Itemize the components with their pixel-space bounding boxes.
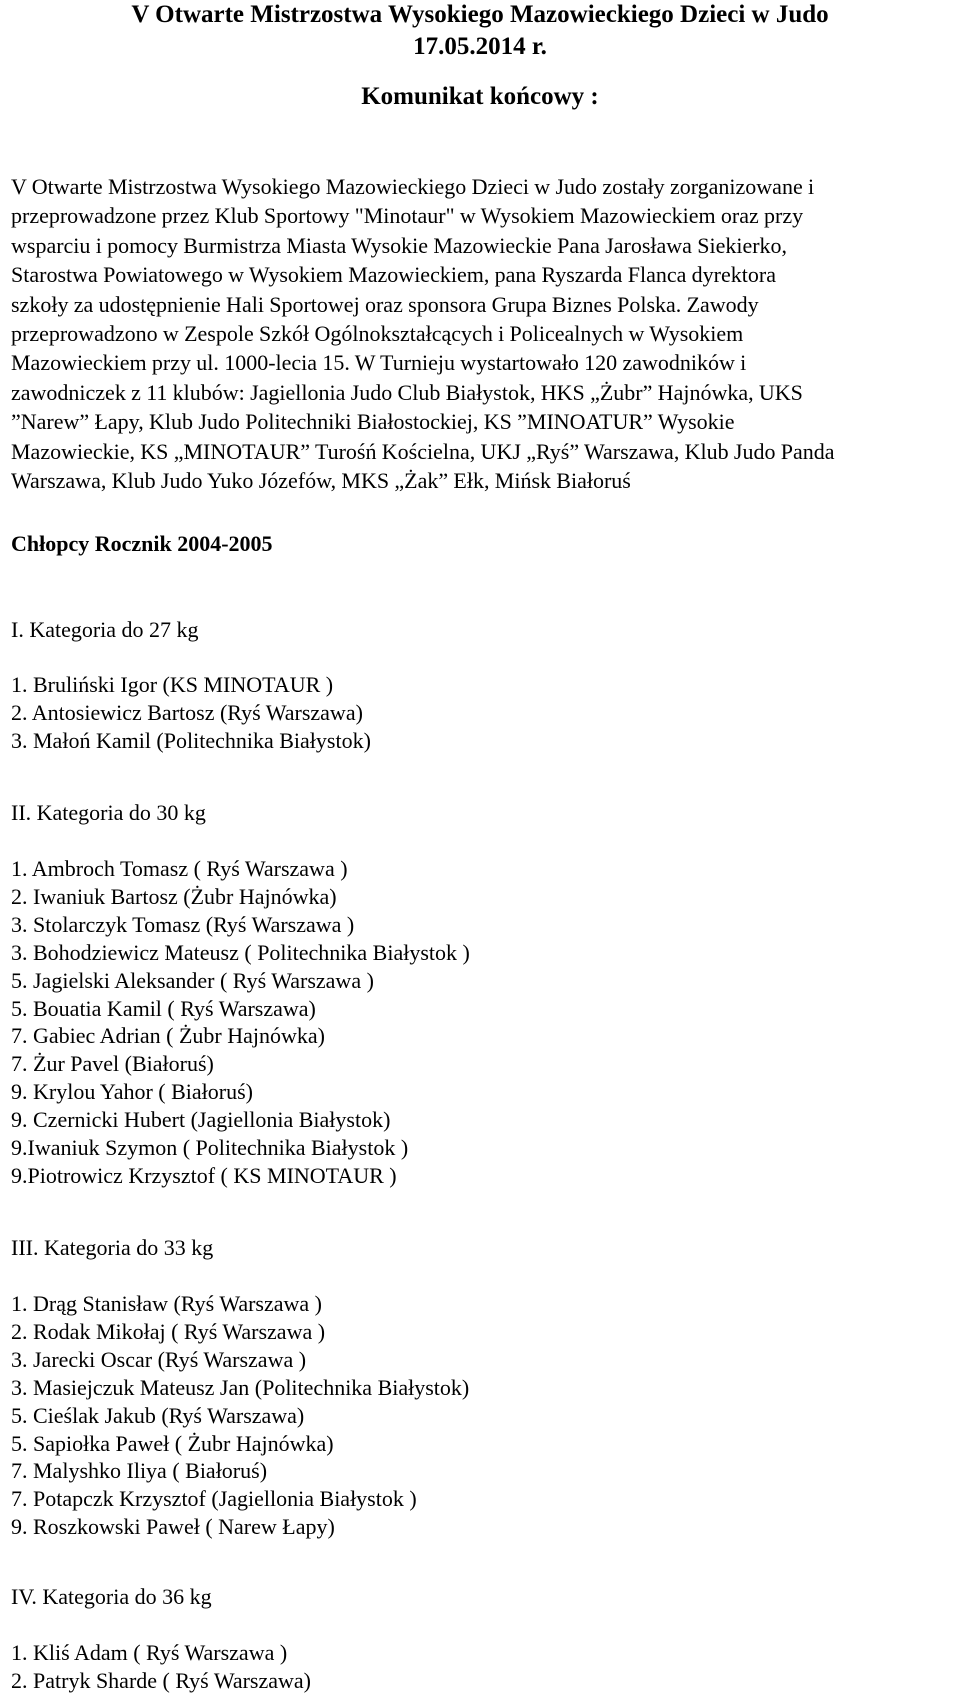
result-item: 9.Iwaniuk Szymon ( Politechnika Białystok ) — [11, 1135, 409, 1161]
results-list — [11, 671, 371, 755]
results-list — [11, 855, 470, 1190]
result-item: 2. Rodak Mikołaj ( Ryś Warszawa ) — [11, 1318, 326, 1344]
result-item: 9. Czernicki Hubert (Jagiellonia Białystok) — [11, 1107, 391, 1133]
result-item: 3. Masiejczuk Mateusz Jan (Politechnika Białystok) — [11, 1374, 470, 1400]
intro-line: przeprowadzone przez Klub Sportowy "Minotaur" w Wysokiem Mazowieckiem oraz przy — [11, 203, 804, 229]
category-block — [11, 1234, 469, 1541]
result-item: 3. Stolarczyk Tomasz (Ryś Warszawa ) — [11, 911, 355, 937]
intro-line: Warszawa, Klub Judo Yuko Józefów, MKS „Żak” Ełk, Mińsk Białoruś — [11, 468, 631, 494]
category-block — [11, 616, 371, 755]
intro-line: V Otwarte Mistrzostwa Wysokiego Mazowieckiego Dzieci w Judo zostały zorganizowane i — [11, 174, 815, 199]
result-item: 2. Antosiewicz Bartosz (Ryś Warszawa) — [11, 699, 363, 725]
intro-paragraph — [11, 172, 956, 495]
section-title: Chłopcy Rocznik 2004-2005 — [11, 531, 273, 556]
result-item: 7. Gabiec Adrian ( Żubr Hajnówka) — [11, 1023, 326, 1049]
result-item: 7. Żur Pavel (Białoruś) — [11, 1051, 214, 1077]
result-item: 2. Iwaniuk Bartosz (Żubr Hajnówka) — [11, 883, 337, 909]
result-item: 1. Drąg Stanisław (Ryś Warszawa ) — [11, 1291, 322, 1316]
category-heading: I. Kategoria do 27 kg — [11, 617, 199, 642]
result-item: 9. Krylou Yahor ( Białoruś) — [11, 1079, 253, 1105]
result-item: 3. Jarecki Oscar (Ryś Warszawa ) — [11, 1346, 307, 1372]
intro-line: Starostwa Powiatowego w Wysokiem Mazowieckiem, pana Ryszarda Flanca dyrektora — [11, 262, 776, 288]
intro-line: Mazowieckie, KS „MINOTAUR” Turośń Kościelna, UKJ „Ryś” Warszawa, Klub Judo Panda — [11, 438, 835, 464]
result-item: 5. Jagielski Aleksander ( Ryś Warszawa ) — [11, 967, 374, 993]
result-item: 1. Kliś Adam ( Ryś Warszawa ) — [11, 1640, 288, 1665]
document-title: V Otwarte Mistrzostwa Wysokiego Mazowieckiego Dzieci w Judo — [131, 1, 829, 28]
results-list — [11, 1639, 311, 1695]
result-item: 3. Małoń Kamil (Politechnika Białystok) — [11, 727, 371, 753]
result-item: 5. Sapiołka Paweł ( Żubr Hajnówka) — [11, 1430, 334, 1456]
result-item: 1. Bruliński Igor (KS MINOTAUR ) — [11, 672, 334, 697]
result-item: 5. Cieślak Jakub (Ryś Warszawa) — [11, 1402, 305, 1428]
intro-line: wsparciu i pomocy Burmistrza Miasta Wysokie Mazowieckie Pana Jarosława Siekierko, — [11, 232, 788, 258]
result-item: 5. Bouatia Kamil ( Ryś Warszawa) — [11, 995, 316, 1021]
intro-line: zawodniczek z 11 klubów: Jagiellonia Judo Club Białystok, HKS „Żubr” Hajnówka, UKS — [11, 379, 803, 405]
intro-line: ”Narew” Łapy, Klub Judo Politechniki Białostockiej, KS ”MINOATUR” Wysokie — [11, 409, 735, 435]
result-item: 1. Ambroch Tomasz ( Ryś Warszawa ) — [11, 856, 348, 881]
category-heading: II. Kategoria do 30 kg — [11, 800, 206, 825]
document-subtitle: Komunikat końcowy : — [361, 83, 599, 110]
result-item: 7. Potapczk Krzysztof (Jagiellonia Białystok ) — [11, 1486, 417, 1512]
intro-line: Mazowieckiem przy ul. 1000-lecia 15. W Turnieju wystartowało 120 zawodników i — [11, 350, 747, 376]
results-list — [11, 1290, 469, 1541]
result-item: 2. Patryk Sharde ( Ryś Warszawa) — [11, 1667, 311, 1693]
intro-line: szkoły za udostępnienie Hali Sportowej oraz sponsora Grupa Biznes Polska. Zawody — [11, 291, 759, 317]
category-heading: IV. Kategoria do 36 kg — [11, 1584, 212, 1609]
category-block — [11, 1583, 311, 1695]
document-date: 17.05.2014 r. — [413, 33, 547, 60]
result-item: 9. Roszkowski Paweł ( Narew Łapy) — [11, 1514, 335, 1540]
category-block — [11, 799, 470, 1190]
result-item: 7. Malyshko Iliya ( Białoruś) — [11, 1458, 268, 1484]
result-item: 9.Piotrowicz Krzysztof ( KS MINOTAUR ) — [11, 1162, 397, 1188]
result-item: 3. Bohodziewicz Mateusz ( Politechnika Białystok ) — [11, 939, 470, 965]
intro-line: przeprowadzono w Zespole Szkół Ogólnokształcących i Policealnych w Wysokiem — [11, 321, 744, 347]
category-heading: III. Kategoria do 33 kg — [11, 1235, 214, 1260]
